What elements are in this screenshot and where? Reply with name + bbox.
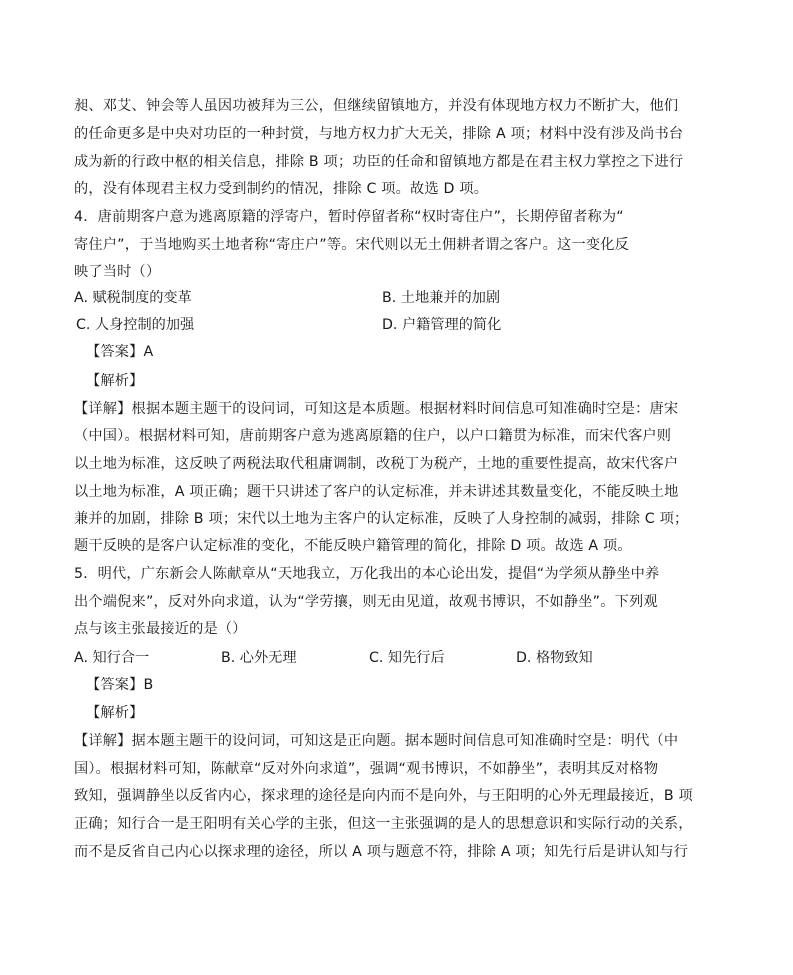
question-5-stem: 5．明代，广东新会人陈献章从“天地我立，万化我出的本心论出发，提倡“为学须从静坐中养: [74, 566, 660, 582]
q5-option-a: A. 知行合一: [74, 650, 150, 666]
q4-option-d: D. 户籍管理的简化: [382, 317, 502, 333]
question-4-stem: 4．唐前期客户意为逃离原籍的浮寄户，暂时停留者称“权时寄住户”，长期停留者称为“: [74, 209, 624, 225]
q5-detail-line: 【详解】据本题主题干的设问词，可知这是正向题。据本题时间信息可知准确时空是：明代（中: [74, 733, 679, 749]
q5-detail-line: 而不是反省自己内心以探求理的途径，所以 A 项与题意不符，排除 A 项；知先行后是讲认知与行: [74, 844, 689, 860]
q5-analysis-heading: 【解析】: [86, 705, 144, 721]
q4-detail-line: 以土地为标准，这反映了两税法取代租庸调制，改税丁为税产，土地的重要性提高，故宋代客户: [74, 456, 679, 472]
q4-detail-line: 题干反映的是客户认定标准的变化，不能反映户籍管理的简化，排除 D 项。故选 A 项。: [74, 538, 632, 554]
q5-detail-line: 正确；知行合一是王阳明有关心学的主张，但这一主张强调的是人的思想意识和实际行动的关系，: [74, 816, 693, 832]
q5-option-d: D. 格物致知: [516, 650, 593, 666]
text-line: 成为新的行政中枢的相关信息，排除 B 项；功臣的任命和留镇地方都是在君主权力掌控之下进行: [74, 154, 684, 170]
text-line: 的，没有体现君主权力受到制约的情况，排除 C 项。故选 D 项。: [74, 181, 489, 197]
question-4-stem: 映了当时（）: [74, 264, 161, 280]
q5-detail-line: 国）。根据材料可知，陈献章“反对外向求道”，强调“观书博识，不如静坐”，表明其反对格物: [74, 761, 659, 777]
q4-option-a: A. 赋税制度的变革: [74, 290, 192, 306]
q4-detail-line: （中国）。根据材料可知，唐前期客户意为逃离原籍的住户，以户口籍贯为标准，而宋代客户则: [74, 428, 672, 444]
q5-option-b: B. 心外无理: [221, 650, 297, 666]
q5-detail-line: 致知，强调静坐以反省内心，探求理的途径是向内而不是向外，与王阳明的心外无理最接近，B 项: [74, 788, 693, 804]
q4-option-b: B. 土地兼并的加剧: [382, 290, 501, 306]
q5-answer: 【答案】B: [86, 677, 154, 693]
q5-option-c: C. 知先行后: [369, 650, 445, 666]
q4-detail-line: 兼并的加剧，排除 B 项；宋代以土地为主客户的认定标准，反映了人身控制的减弱，排除 C 项；: [74, 511, 689, 527]
q4-option-c: C. 人身控制的加强: [76, 317, 195, 333]
question-4-stem: 寄住户”，于当地购买土地者称“寄庄户”等。宋代则以无土佣耕者谓之客户。这一变化反: [74, 237, 629, 253]
q4-detail-line: 以土地为标准，A 项正确；题干只讲述了客户的认定标准，并未讲述其数量变化，不能反映土地: [74, 484, 679, 500]
text-line: 昶、邓艾、钟会等人虽因功被拜为三公，但继续留镇地方，并没有体现地方权力不断扩大，他们: [74, 98, 679, 114]
question-5-stem: 出个端倪来”，反对外向求道，认为“学劳攘，则无由见道，故观书博识，不如静坐”。下列观: [74, 594, 658, 610]
text-line: 的任命更多是中央对功臣的一种封赏，与地方权力扩大无关，排除 A 项；材料中没有涉及尚书台: [74, 126, 684, 142]
q4-answer: 【答案】A: [86, 344, 154, 360]
q4-analysis-heading: 【解析】: [86, 373, 144, 389]
q4-detail-line: 【详解】根据本题主题干的设问词，可知这是本质题。根据材料时间信息可知准确时空是：唐宋: [74, 401, 679, 417]
question-5-stem: 点与该主张最接近的是（）: [74, 621, 247, 637]
